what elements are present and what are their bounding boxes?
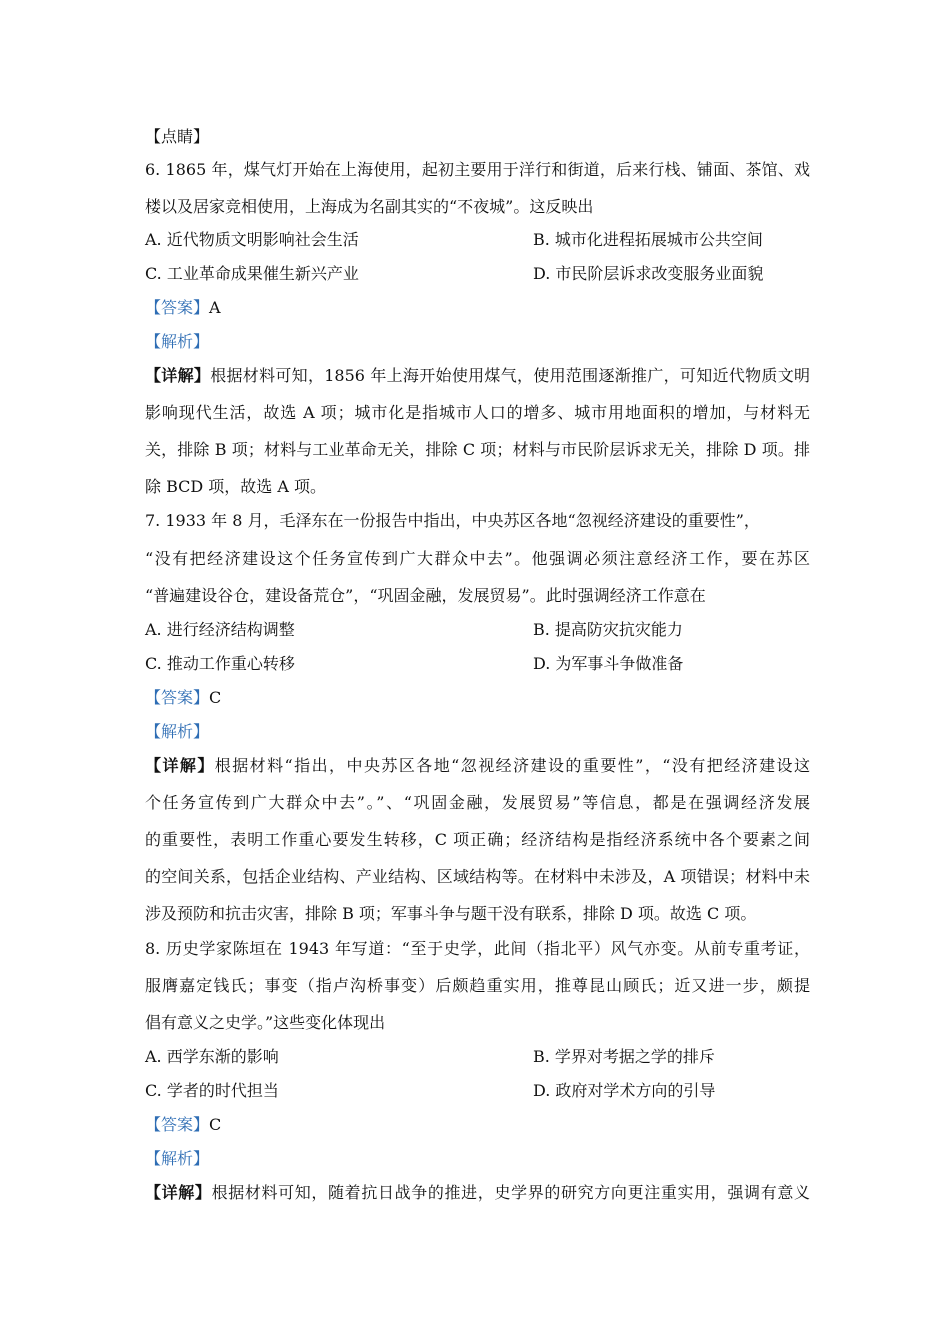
- q6-detail-line-2: 影响现代生活，故选 A 项；城市化是指城市人口的增多、城市用地面积的增加，与材料无: [145, 403, 810, 422]
- q6-detail-label: 【详解】: [145, 366, 211, 385]
- q8-detail-label: 【详解】: [145, 1183, 212, 1202]
- q8-option-d: D. 政府对学术方向的引导: [533, 1081, 716, 1100]
- q6-detail-line-1: [145, 366, 810, 386]
- q6-detail-line-4: 除 BCD 项，故选 A 项。: [145, 477, 327, 496]
- q6-detail-line-3: 关，排除 B 项；材料与工业革命无关，排除 C 项；材料与市民阶层诉求无关，排除 D 项。排: [145, 440, 810, 459]
- dianjing-label: 【点睛】: [145, 127, 210, 146]
- q7-detail-text-1: 根据材料“指出，中央苏区各地“忽视经济建设的重要性”，“没有把经济建设这: [214, 756, 810, 775]
- q7-detail-line-5: 涉及预防和抗击灾害，排除 B 项；军事斗争与题干没有联系，排除 D 项。故选 C 项。: [145, 904, 757, 923]
- q7-detail-label: 【详解】: [145, 756, 215, 775]
- q8-answer-value: C: [209, 1115, 222, 1134]
- q6-analysis-label: 【解析】: [145, 332, 210, 351]
- q8-answer-row: [145, 1115, 810, 1135]
- q8-stem-line-1: 8. 历史学家陈垣在 1943 年写道：“至于史学，此间（指北平）风气亦变。从前专重考证，: [145, 939, 810, 958]
- q6-answer-value: A: [209, 298, 221, 317]
- q7-detail-line-3: 的重要性，表明工作重心要发生转移，C 项正确；经济结构是指经济系统中各个要素之间: [145, 830, 810, 849]
- q7-analysis-label: 【解析】: [145, 722, 210, 741]
- q7-answer-label: 【答案】: [145, 688, 210, 707]
- q6-answer-label: 【答案】: [145, 298, 210, 317]
- q8-option-a: A. 西学东渐的影响: [145, 1047, 279, 1066]
- q7-answer-row: [145, 688, 810, 708]
- q6-stem-line-1: 6. 1865 年，煤气灯开始在上海使用，起初主要用于洋行和街道，后来行栈、铺面、茶馆、戏: [145, 160, 810, 179]
- q7-stem-line-3: “普遍建设谷仓，建设备荒仓”，“巩固金融，发展贸易”。此时强调经济工作意在: [145, 586, 706, 605]
- q6-option-d: D. 市民阶层诉求改变服务业面貌: [533, 264, 764, 283]
- q8-option-c: C. 学者的时代担当: [145, 1081, 279, 1100]
- q8-option-b: B. 学界对考据之学的排斥: [533, 1047, 715, 1066]
- q7-stem-line-1: 7. 1933 年 8 月，毛泽东在一份报告中指出，中央苏区各地“忽视经济建设的重要性”，: [145, 511, 760, 530]
- q7-detail-line-1: [145, 756, 810, 776]
- q6-option-b: B. 城市化进程拓展城市公共空间: [533, 230, 763, 249]
- q6-detail-text-1: 根据材料可知，1856 年上海开始使用煤气，使用范围逐渐推广，可知近代物质文明: [210, 366, 810, 385]
- q7-option-d: D. 为军事斗争做准备: [533, 654, 684, 673]
- q7-option-c: C. 推动工作重心转移: [145, 654, 295, 673]
- q7-detail-line-4: 的空间关系，包括企业结构、产业结构、区域结构等。在材料中未涉及，A 项错误；材料中未: [145, 867, 810, 886]
- q6-answer-row: [145, 298, 810, 318]
- q7-option-b: B. 提高防灾抗灾能力: [533, 620, 683, 639]
- q7-answer-value: C: [209, 688, 222, 707]
- q8-answer-label: 【答案】: [145, 1115, 210, 1134]
- q7-detail-line-2: 个任务宣传到广大群众中去”。”、“巩固金融，发展贸易”等信息，都是在强调经济发展: [145, 793, 810, 812]
- q7-option-a: A. 进行经济结构调整: [145, 620, 295, 639]
- q8-analysis-label: 【解析】: [145, 1149, 210, 1168]
- q8-detail-text-1: 根据材料可知，随着抗日战争的推进，史学界的研究方向更注重实用，强调有意义: [211, 1183, 810, 1202]
- q8-stem-line-3: 倡有意义之史学。”这些变化体现出: [145, 1013, 386, 1032]
- q6-stem-line-2: 楼以及居家竞相使用，上海成为名副其实的“不夜城”。这反映出: [145, 197, 594, 216]
- q8-stem-line-2: 服膺嘉定钱氏；事变（指卢沟桥事变）后颇趋重实用，推尊昆山顾氏；近又进一步，颇提: [145, 976, 810, 995]
- q7-stem-line-2: “没有把经济建设这个任务宣传到广大群众中去”。他强调必须注意经济工作，要在苏区: [145, 549, 810, 568]
- q6-option-a: A. 近代物质文明影响社会生活: [145, 230, 359, 249]
- q6-option-c: C. 工业革命成果催生新兴产业: [145, 264, 359, 283]
- q8-detail-line-1: [145, 1183, 810, 1203]
